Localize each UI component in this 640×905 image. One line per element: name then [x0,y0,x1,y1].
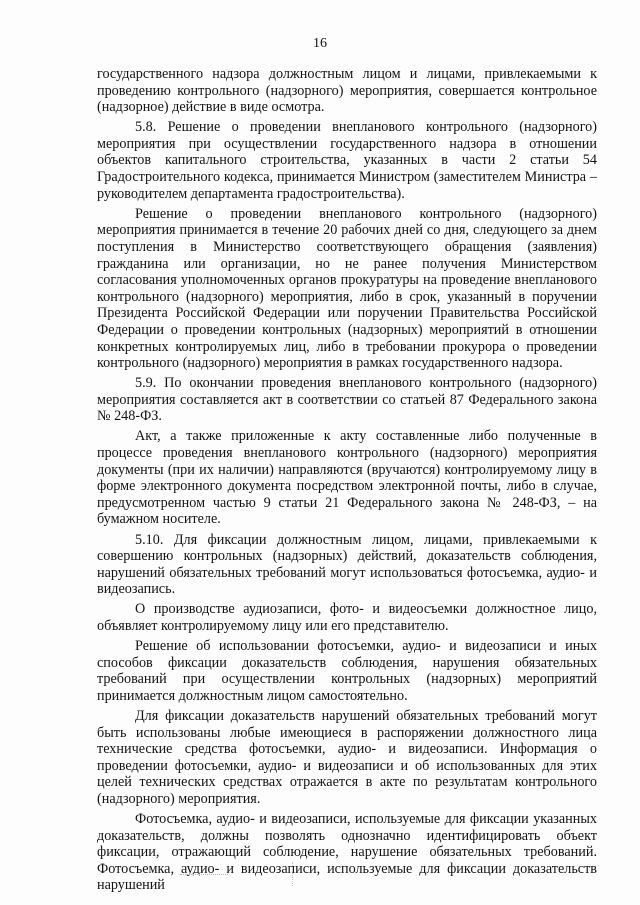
scan-dotted-mark [180,874,228,875]
paragraph-5-10-means: Для фиксации доказательств нарушений обязательных требований могут быть использованы любые имеющиеся в распоряжении должностного лица технические средства фотосъемки, аудио- и видеозаписи. Информация о проведении фотосъемки, аудио- и видеозаписи и об использованных для этих целей технических средствах отражается в акте по результатам контрольного (надзорного) мероприятия. [97,707,597,807]
scan-artifacts [180,862,320,886]
paragraph-5-8-decision: Решение о проведении внепланового контрольного (надзорного) мероприятия принимается в течение 20 рабочих дней со дня, следующего за днем поступления в Министерство соответствующего обращения (заявления) гражданина или организации, но не ранее получения Министерством согласования уполномоченных органов прокуратуры на проведение внепланового контрольного (надзорного) мероприятия, либо в срок, указанный в поручении Президента Российской Федерации или поручении Правительства Российской Федерации о проведении контрольных (надзорных) мероприятий в отношении конкретных контролируемых лиц, либо в требовании прокурора о проведении контрольного (надзорного) мероприятия в рамках государственного надзора. [97,205,597,372]
paragraph-5-10-decision: Решение об использовании фотосъемки, аудио- и видеозаписи и иных способов фиксации доказательств соблюдения, нарушения обязательных требований при осуществлении контрольных (надзорных) мероприятий принимается должностным лицом самостоятельно. [97,638,597,704]
paragraph-5-8: 5.8. Решение о проведении внепланового контрольного (надзорного) мероприятия при осуществлении государственного надзора в отношении объектов капитального строительства, указанных в части 2 статьи 54 Градостроительного кодекса, принимается Министром (заместителем Министра – руководителем департамента градостроительства). [97,119,597,202]
paragraph-5-10-photo: Фотосъемка, аудио- и видеозаписи, используемые для фиксации указанных доказательств, должны позволять однозначно идентифицировать объект фиксации, отражающий соблюдение, нарушение обязательных требований. Фотосъемка, аудио- и видеозаписи, используемые для фиксации доказательств нарушений [97,811,597,894]
paragraph-5-9: 5.9. По окончании проведения внепланового контрольного (надзорного) мероприятия составляется акт в соответствии со статьей 87 Федерального закона № 248-ФЗ. [97,375,597,425]
paragraph-5-9-act: Акт, а также приложенные к акту составленные либо полученные в процессе проведения внепланового контрольного (надзорного) мероприятия документы (при их наличии) направляются (вручаются) контролируемому лицу в форме электронного документа посредством электронной почты, либо в случае, предусмотренном частью 9 статьи 21 Федерального закона № 248-ФЗ, – на бумажном носителе. [97,428,597,528]
document-body [97,66,597,898]
page-number: 16 [313,36,327,51]
paragraph-5-10-notice: О производстве аудиозаписи, фото- и видеосъемки должностное лицо, объявляет контролируемому лицу или его представителю. [97,601,597,634]
paragraph-continued: государственного надзора должностным лицом и лицами, привлекаемыми к проведению контрольного (надзорного) мероприятия, совершается контрольное (надзорное) действие в виде осмотра. [97,66,597,116]
paragraph-5-10: 5.10. Для фиксации должностным лицом, лицами, привлекаемыми к совершению контрольных (надзорных) действий, доказательств соблюдения, нарушений обязательных требований могут использоваться фотосъемка, аудио- и видеозапись. [97,531,597,598]
scan-vertical-mark [292,862,293,886]
